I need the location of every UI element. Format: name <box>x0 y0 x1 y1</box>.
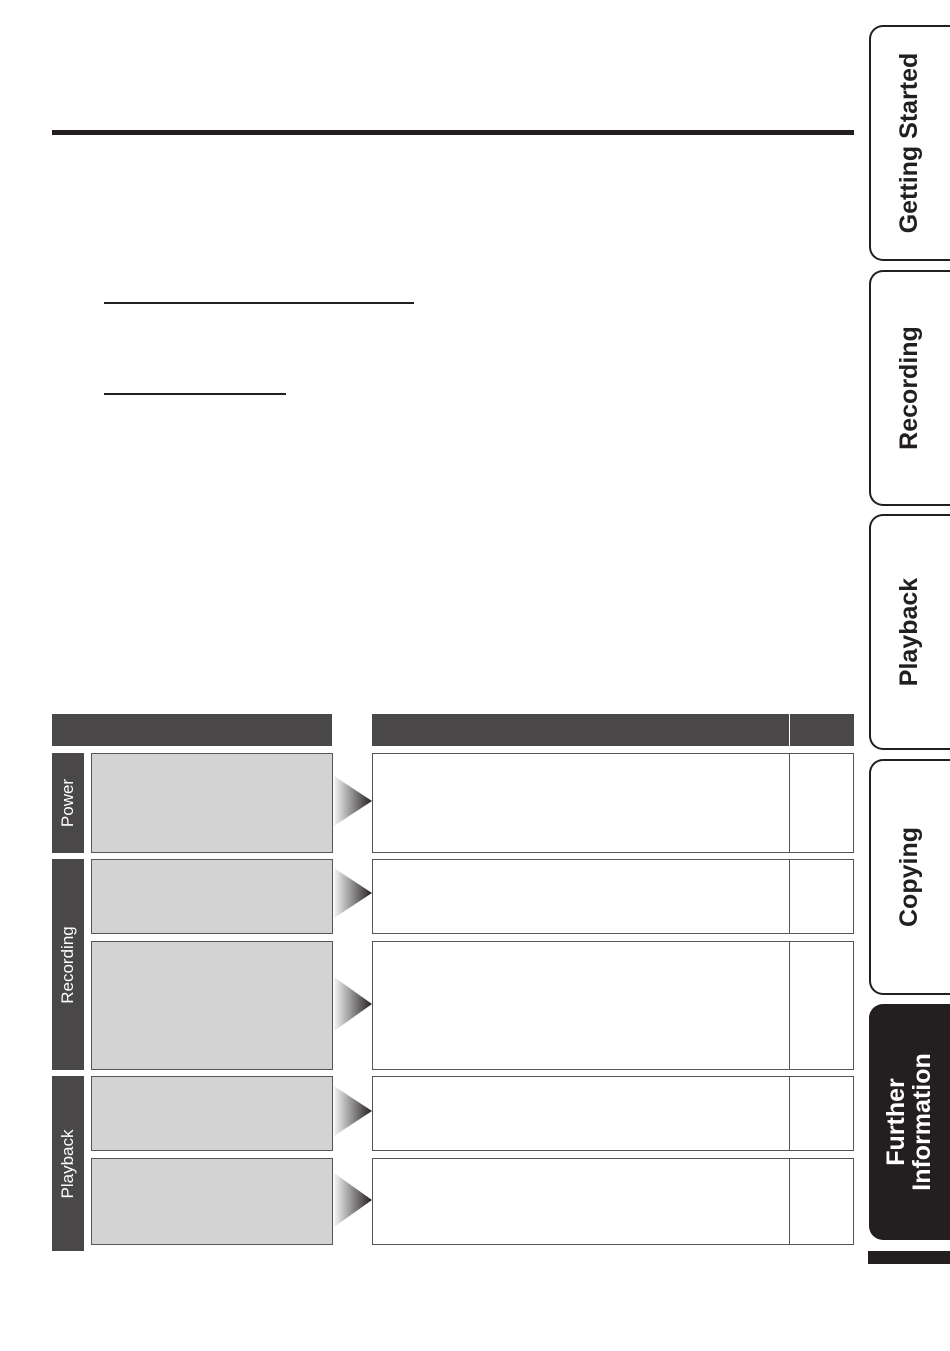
section-power-label: Power <box>58 778 77 828</box>
table-row-page <box>789 941 854 1070</box>
table-header-action <box>372 714 789 746</box>
tab-recording[interactable] <box>869 270 950 506</box>
table-header-gap <box>332 714 372 746</box>
tab-further-information-label: Further Information <box>882 1053 936 1191</box>
tab-copying-label: Copying <box>895 827 923 927</box>
arrow-icon <box>334 1086 374 1136</box>
arrow-icon <box>334 868 374 918</box>
section-power <box>52 753 84 853</box>
tab-further-information[interactable] <box>869 1004 950 1240</box>
section-playback <box>52 1076 84 1251</box>
table-row-action <box>372 859 790 934</box>
table-row-problem <box>91 941 333 1070</box>
table-row-problem <box>91 1158 333 1245</box>
tab-getting-started[interactable] <box>869 25 950 261</box>
table-row-page <box>789 1158 854 1245</box>
arrow-icon <box>334 776 374 826</box>
underline-1 <box>104 302 414 304</box>
section-playback-label: Playback <box>58 1129 77 1198</box>
table-row-problem <box>91 859 333 934</box>
underline-2 <box>104 393 286 395</box>
table-row-action <box>372 753 790 853</box>
title-rule <box>52 130 854 135</box>
table-row-action <box>372 1076 790 1151</box>
arrow-icon <box>334 977 374 1031</box>
table-row-page <box>789 859 854 934</box>
tab-playback-label: Playback <box>895 577 923 687</box>
tab-copying[interactable] <box>869 759 950 995</box>
table-header-problem <box>52 714 332 746</box>
tab-recording-label: Recording <box>895 326 923 450</box>
section-recording-label: Recording <box>58 925 77 1004</box>
table-row-problem <box>91 753 333 853</box>
table-row-action <box>372 941 790 1070</box>
table-row-page <box>789 1076 854 1151</box>
tab-playback[interactable] <box>869 514 950 750</box>
section-recording <box>52 859 84 1070</box>
tab-getting-started-label: Getting Started <box>895 52 923 234</box>
arrow-icon <box>334 1173 374 1227</box>
table-row-problem <box>91 1076 333 1151</box>
table-header-page <box>790 714 854 746</box>
table-row-page <box>789 753 854 853</box>
table-row-action <box>372 1158 790 1245</box>
active-tab-bar <box>868 1251 950 1264</box>
